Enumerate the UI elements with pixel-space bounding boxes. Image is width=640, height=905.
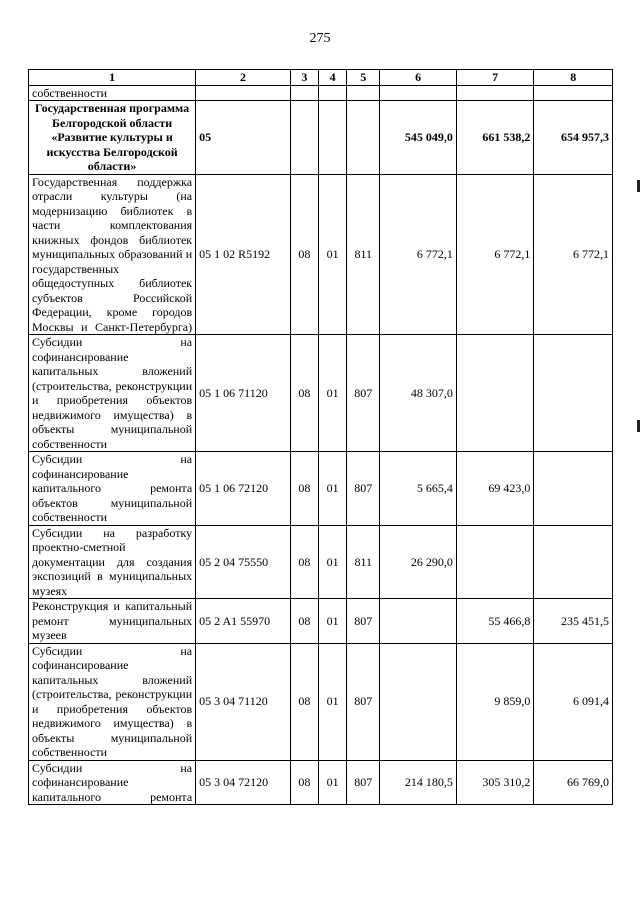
continuation-text: собственности: [29, 85, 196, 101]
row-section: [290, 101, 318, 175]
row-value-6: 48 307,0: [380, 335, 457, 452]
row-value-6: [380, 643, 457, 760]
row-subsection: 01: [318, 525, 346, 599]
table-row: [29, 760, 613, 805]
row-value-8: [534, 335, 613, 452]
row-value-7: 305 310,2: [456, 760, 534, 805]
row-subsection: 01: [318, 452, 346, 526]
header-row: [29, 70, 613, 86]
row-section: 08: [290, 174, 318, 335]
row-expense-type: 807: [347, 643, 380, 760]
row-expense-type: 807: [347, 335, 380, 452]
row-code: 05 1 06 71120: [196, 335, 291, 452]
table-row: [29, 101, 613, 175]
row-subsection: 01: [318, 760, 346, 805]
row-value-6: 214 180,5: [380, 760, 457, 805]
row-code: 05 2 A1 55970: [196, 599, 291, 644]
row-code: 05 1 02 R5192: [196, 174, 291, 335]
row-value-8: 654 957,3: [534, 101, 613, 175]
row-name: Государственная поддержка отрасли культуры (на модернизацию библиотек в части комплектования книжных фондов библиотек муниципальных образований и государственных общедоступных библиотек субъектов Российской Федерации, кроме городов Москвы и Санкт-Петербурга): [29, 174, 196, 335]
row-value-8: 235 451,5: [534, 599, 613, 644]
budget-table: [28, 69, 613, 805]
row-section: 08: [290, 525, 318, 599]
row-name: Реконструкция и капитальный ремонт муниципальных музеев: [29, 599, 196, 644]
row-name: Субсидии на софинансирование капитального ремонта: [29, 760, 196, 805]
row-value-8: [534, 525, 613, 599]
row-section: 08: [290, 760, 318, 805]
row-subsection: 01: [318, 335, 346, 452]
table-row: [29, 452, 613, 526]
column-header-8: 8: [534, 70, 613, 86]
table-row: [29, 335, 613, 452]
row-code: 05 2 04 75550: [196, 525, 291, 599]
row-value-8: [534, 452, 613, 526]
row-value-7: 6 772,1: [456, 174, 534, 335]
row-section: 08: [290, 452, 318, 526]
row-expense-type: 811: [347, 174, 380, 335]
row-subsection: 01: [318, 643, 346, 760]
row-code: 05 1 06 72120: [196, 452, 291, 526]
row-value-8: 66 769,0: [534, 760, 613, 805]
row-value-7: 9 859,0: [456, 643, 534, 760]
row-section: 08: [290, 599, 318, 644]
row-name: Субсидии на софинансирование капитального ремонта объектов муниципальной собственности: [29, 452, 196, 526]
row-expense-type: 811: [347, 525, 380, 599]
column-header-6: 6: [380, 70, 457, 86]
row-name: Субсидии на софинансирование капитальных вложений (строительства, реконструкции и приобретения объектов недвижимого имущества) в объекты муниципальной собственности: [29, 643, 196, 760]
table-row: [29, 599, 613, 644]
table-row: [29, 525, 613, 599]
continuation-row: [29, 85, 613, 101]
column-header-5: 5: [347, 70, 380, 86]
row-value-7: [456, 335, 534, 452]
column-header-1: 1: [29, 70, 196, 86]
row-name: Субсидии на разработку проектно-сметной документации для создания экспозиций в муниципальных музеях: [29, 525, 196, 599]
row-value-7: 55 466,8: [456, 599, 534, 644]
row-expense-type: 807: [347, 452, 380, 526]
column-header-2: 2: [196, 70, 291, 86]
row-value-7: [456, 525, 534, 599]
row-value-8: 6 091,4: [534, 643, 613, 760]
row-value-6: 5 665,4: [380, 452, 457, 526]
row-section: 08: [290, 335, 318, 452]
row-code: 05 3 04 71120: [196, 643, 291, 760]
table-row: [29, 174, 613, 335]
row-section: 08: [290, 643, 318, 760]
row-expense-type: [347, 101, 380, 175]
row-code: 05: [196, 101, 291, 175]
row-value-6: 26 290,0: [380, 525, 457, 599]
row-value-6: 6 772,1: [380, 174, 457, 335]
row-name: Государственная программа Белгородской области «Развитие культуры и искусства Белгородской области»: [29, 101, 196, 175]
page-number: 275: [309, 31, 331, 46]
table-row: [29, 643, 613, 760]
row-value-7: 69 423,0: [456, 452, 534, 526]
column-header-4: 4: [318, 70, 346, 86]
row-name: Субсидии на софинансирование капитальных вложений (строительства, реконструкции и приобретения объектов недвижимого имущества) в объекты муниципальной собственности: [29, 335, 196, 452]
row-value-6: [380, 599, 457, 644]
row-expense-type: 807: [347, 599, 380, 644]
row-code: 05 3 04 72120: [196, 760, 291, 805]
row-value-7: 661 538,2: [456, 101, 534, 175]
row-value-8: 6 772,1: [534, 174, 613, 335]
column-header-7: 7: [456, 70, 534, 86]
row-subsection: 01: [318, 174, 346, 335]
row-subsection: 01: [318, 599, 346, 644]
row-value-6: 545 049,0: [380, 101, 457, 175]
column-header-3: 3: [290, 70, 318, 86]
row-subsection: [318, 101, 346, 175]
row-expense-type: 807: [347, 760, 380, 805]
